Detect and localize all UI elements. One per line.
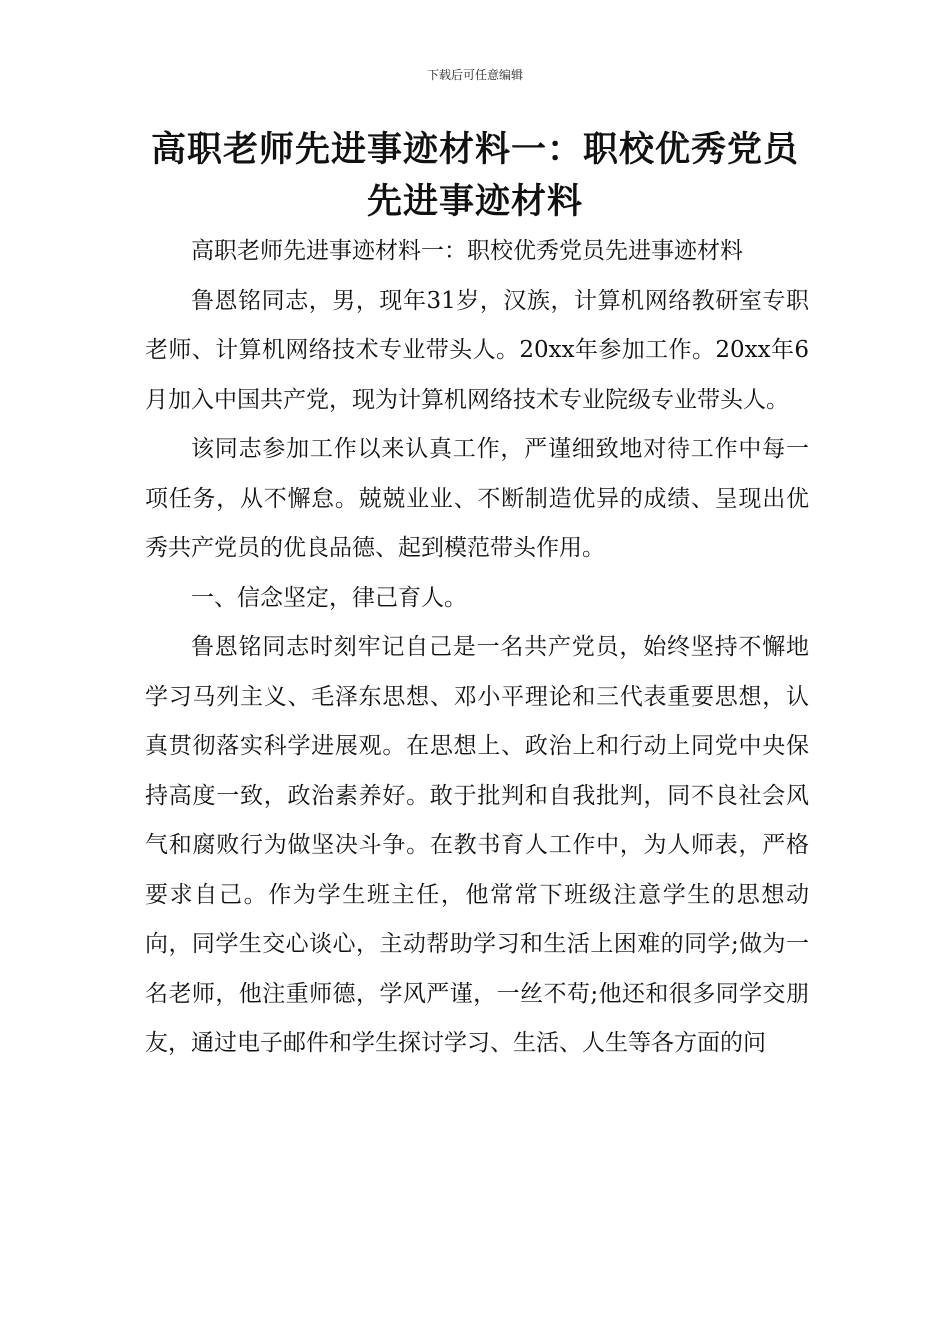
paragraph-intro: 鲁恩铭同志，男，现年31岁，汉族，计算机网络教研室专职老师、计算机网络技术专业带头人。20xx年参加工作。20xx年6月加入中国共产党，现为计算机网络技术专业院级专业带头人。 (145, 287, 809, 413)
section-heading: 一、信念坚定，律己育人。 (191, 584, 467, 611)
header-note: 下载后可任意编辑 (426, 68, 523, 82)
paragraph-subtitle: 高职老师先进事迹材料一：职校优秀党员先进事迹材料 (191, 238, 743, 264)
title-line-2: 先进事迹材料 (366, 182, 583, 222)
document-body (145, 227, 809, 1069)
document-title (100, 124, 850, 228)
paragraph-summary: 该同志参加工作以来认真工作，严谨细致地对待工作中每一项任务，从不懈怠。兢兢业业、不断制造优异的成绩、呈现出优秀共产党员的优良品德、起到模范带头作用。 (145, 436, 809, 561)
paragraph-section-1: 鲁恩铭同志时刻牢记自己是一名共产党员，始终坚持不懈地学习马列主义、毛泽东思想、邓小平理论和三代表重要思想，认真贯彻落实科学进展观。在思想上、政治上和行动上同党中央保持高度一致，政治素养好。敢于批判和自我批判，同不良社会风气和腐败行为做坚决斗争。在教书育人工作中，为人师表，严格要求自己。作为学生班主任，他常常下班级注意学生的思想动向，同学生交心谈心，主动帮助学习和生活上困难的同学;做为一名老师，他注重师德，学风严谨，一丝不苟;他还和很多同学交朋友，通过电子邮件和学生探讨学习、生活、人生等各方面的问 (145, 634, 809, 1056)
title-line-1: 高职老师先进事迹材料一：职校优秀党员 (150, 130, 799, 170)
